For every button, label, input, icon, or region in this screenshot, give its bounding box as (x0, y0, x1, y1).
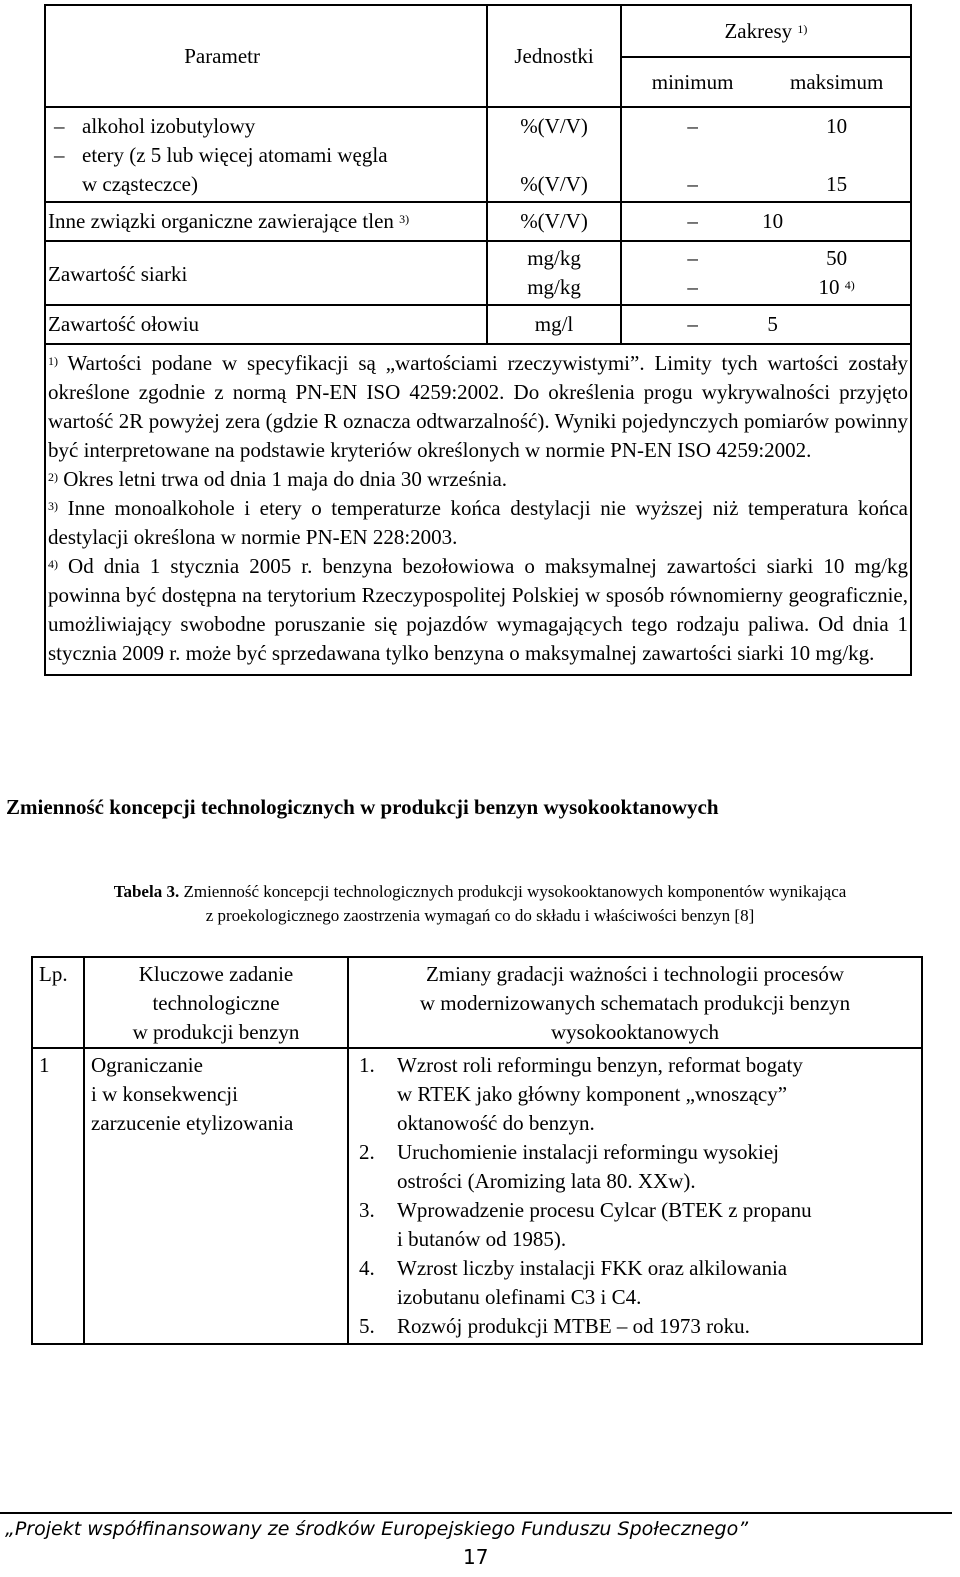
row-alcohols-max: 10 15 (763, 107, 911, 202)
row-oxygenates-max: 10 (763, 202, 911, 241)
row-oxygenates-min: – (621, 202, 763, 241)
header-minimum: minimum (621, 57, 763, 107)
note-3: $^{3)}$ Inne monoalkohole i etery o temperaturze końca destylacji nie wyższej niż temperatura końca destylacji określona w normie PN-EN 228:2003. (48, 496, 908, 549)
note-4: $^{4)}$ Od dnia 1 stycznia 2005 r. benzyna bezołowiowa o maksymalnej zawartości siarki 10 mg/kg powinna być dostępna na terytorium Rzeczypospolitej Polskiej w sposób równomierny geograficznie, umożliwiający swobodne poruszanie się pojazdów wymagających tego rodzaju paliwa. Od dnia 1 stycznia 2009 r. może być sprzedawana tylko benzyna o maksymalnej zawartości siarki 10 mg/kg. (48, 554, 909, 665)
footer-text: „Projekt współfinansowany ze środków Europejskiego Funduszu Społecznego” (5, 1518, 749, 1540)
row-lead (45, 305, 911, 344)
row1-task: Ograniczanie i w konsekwencji zarzucenie etylizowania (84, 1048, 348, 1344)
table2-row-1 (32, 1048, 922, 1344)
change-item: 3. Wprowadzenie procesu Cylcar (BTEK z propanu i butanów od 1985). (359, 1198, 812, 1251)
row-sulfur (45, 241, 911, 305)
row-oxygenates (45, 202, 911, 241)
header-task: Kluczowe zadanie technologiczne w produkcji benzyn (84, 957, 348, 1048)
row-lead-param: Zawartość ołowiu (45, 305, 487, 344)
header-jednostki: Jednostki (487, 5, 621, 107)
technology-table (31, 956, 923, 1345)
note-1: $^{1)}$ Wartości podane w specyfikacji są „wartościami rzeczywistymi”. Limity tych wartości zostały określone zgodnie z normą PN-EN ISO 4259:2002. Do określenia progu wykrywalności przyjęto wartość 2R powyżej zera (gdzie R oznacza odtwarzalność). Wyniki pojedynczych pomiarów powinny być interpretowane na podstawie kryteriów określonych w normie PN-EN ISO 4259:2002. (48, 351, 908, 462)
change-item: 4. Wzrost liczby instalacji FKK oraz alkilowania izobutanu olefinami C3 i C4. (359, 1256, 788, 1309)
row-alcohols (45, 107, 911, 202)
specification-table (44, 4, 912, 676)
table2-header-row (32, 957, 922, 1048)
row1-changes (348, 1048, 922, 1344)
header-zakresy: Zakresy $^{1)}$ (621, 5, 911, 57)
row-sulfur-units: mg/kg mg/kg (487, 241, 621, 305)
row-alcohols-units: %(V/V) %(V/V) (487, 107, 621, 202)
change-item: 5. Rozwój produkcji MTBE – od 1973 roku. (359, 1314, 750, 1338)
table-notes (45, 344, 911, 675)
row-lead-max: 5 (763, 305, 911, 344)
row-sulfur-param: Zawartość siarki (45, 241, 487, 305)
row-oxygenates-unit: %(V/V) (487, 202, 621, 241)
table-caption: Tabela 3. Zmienność koncepcji technologicznych produkcji wysokooktanowych komponentów wynikająca z proekologicznego zaostrzenia wymagań co do składu i właściwości benzyn [8] (113, 882, 847, 925)
note-2: $^{2)}$ Okres letni trwa od dnia 1 maja do dnia 30 września. (48, 467, 508, 491)
header-parametr: Parametr (45, 5, 487, 107)
row-lead-min: – (621, 305, 763, 344)
row-oxygenates-param: Inne związki organiczne zawierające tlen $^{3)}$ (45, 202, 487, 241)
row-lead-unit: mg/l (487, 305, 621, 344)
change-item: 1. Wzrost roli reformingu benzyn, reformat bogaty w RTEK jako główny komponent „wnoszący” oktanowość do benzyn. (359, 1053, 803, 1135)
section-heading: Zmienność koncepcji technologicznych w produkcji benzyn wysokooktanowych (6, 795, 719, 819)
row-alcohols-params: – alkohol izobutylowy – etery (z 5 lub więcej atomami węgla w cząsteczce) (45, 107, 487, 202)
page-number: 17 (463, 1545, 489, 1569)
caption-label: Tabela 3. (113, 882, 180, 901)
footer-divider (0, 1512, 952, 1514)
change-item: 2. Uruchomienie instalacji reformingu wysokiej ostrości (Aromizing lata 80. XXw). (359, 1140, 779, 1193)
row-sulfur-max: 50 10 $^{4)}$ (763, 241, 911, 305)
row-sulfur-min: – – (621, 241, 763, 305)
header-lp: Lp. (32, 957, 84, 1048)
row-alcohols-min: – – (621, 107, 763, 202)
header-maksimum: maksimum (763, 57, 911, 107)
row1-lp: 1 (32, 1048, 84, 1344)
header-changes: Zmiany gradacji ważności i technologii procesów w modernizowanych schematach produkcji benzyn wysokooktanowych (348, 957, 922, 1048)
